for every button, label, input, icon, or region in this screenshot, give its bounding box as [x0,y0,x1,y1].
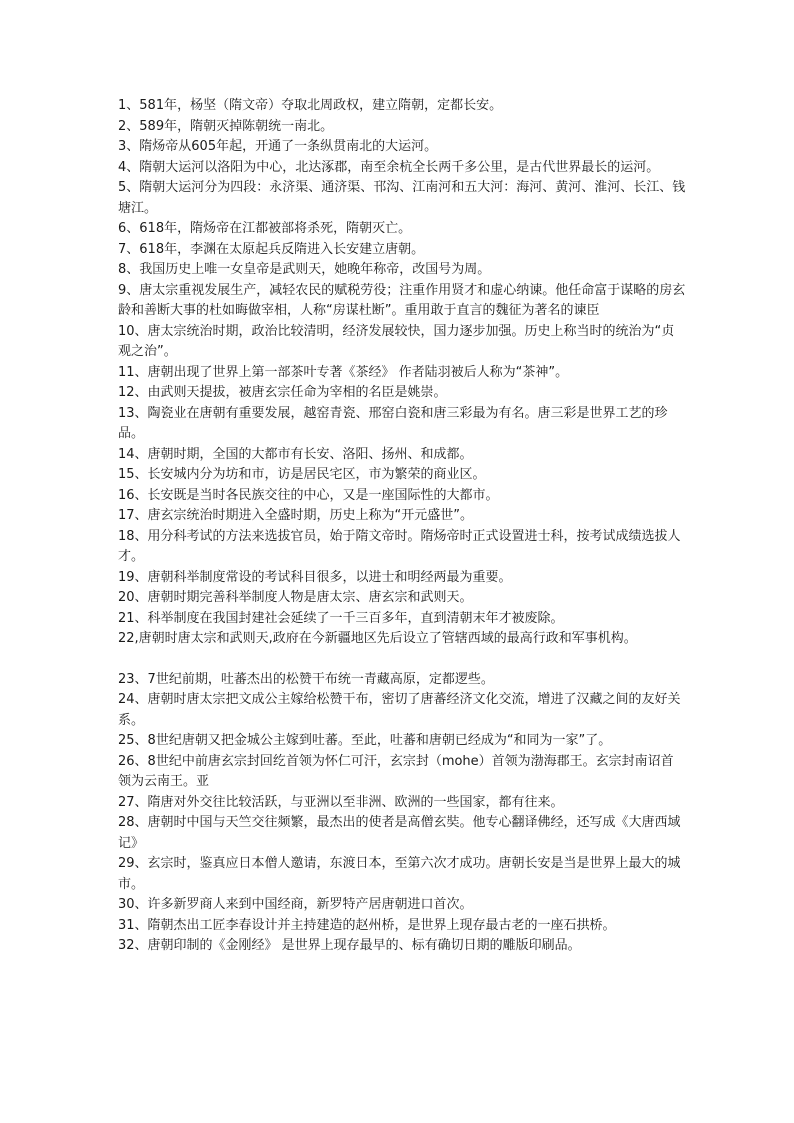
history-point: 7、618年，李渊在太原起兵反隋进入长安建立唐朝。 [118,241,425,257]
history-point: 1、581年，杨坚（隋文帝）夺取北周政权，建立隋朝，定都长安。 [118,98,503,113]
history-point: 28、唐朝时中国与天竺交往频繁，最杰出的使者是高僧玄奘。他专心翻译佛经，还写成《大唐西域记》 [118,815,681,851]
history-point: 10、唐太宗统治时期，政治比较清明，经济发展较快，国力逐步加强。历史上称当时的统治为“贞观之治”。 [118,323,675,359]
history-point: 6、618年，隋炀帝在江都被部将杀死，隋朝灭亡。 [118,221,412,236]
history-point: 27、隋唐对外交往比较活跃，与亚洲以至非洲、欧洲的一些国家，都有往来。 [118,794,564,810]
history-points-part1 [118,96,686,650]
history-point: 31、隋朝杰出工匠李春设计并主持建造的赵州桥，是世界上现存最古老的一座石拱桥。 [118,917,616,933]
history-points-part2 [118,670,686,957]
history-point: 11、唐朝出现了世界上第一部茶叶专著《茶经》 作者陆羽被后人称为“茶神”。 [118,364,569,380]
history-point: 29、玄宗时，鉴真应日本僧人邀请，东渡日本，至第六次才成功。唐朝长安是当是世界上最大的城市。 [118,856,681,892]
history-point: 26、8世纪中前唐玄宗封回纥首领为怀仁可汗，玄宗封（mohe）首领为渤海郡王。玄宗封南诏首领为云南王。亚 [118,753,674,789]
history-point: 5、隋朝大运河分为四段：永济渠、通济渠、邗沟、江南河和五大河：海河、黄河、淮河、长江、钱塘江。 [118,180,686,216]
history-point: 16、长安既是当时各民族交往的中心，又是一座国际性的大都市。 [118,487,499,503]
document-body [118,96,686,957]
history-point: 3、隋炀帝从605年起，开通了一条纵贯南北的大运河。 [118,139,438,154]
history-point: 12、由武则天提拔，被唐玄宗任命为宰相的名臣是姚崇。 [118,385,447,400]
history-point: 19、唐朝科举制度常设的考试科目很多，以进士和明经两最为重要。 [118,569,512,585]
history-point: 32、唐朝印制的《金刚经》 是世界上现存最早的、标有确切日期的雕版印刷品。 [118,938,581,953]
history-point: 30、许多新罗商人来到中国经商，新罗特产居唐朝进口首次。 [118,897,473,912]
history-point: 13、陶瓷业在唐朝有重要发展，越窑青瓷、邢窑白瓷和唐三彩最为有名。唐三彩是世界工艺的珍品。 [118,405,668,441]
history-point: 9、唐太宗重视发展生产，减轻农民的赋税劳役；注重作用贤才和虚心纳谏。他任命富于谋略的房玄龄和善断大事的杜如晦做宰相，人称“房谋杜断”。重用敢于直言的魏征为著名的谏臣 [118,282,686,318]
history-point: 18、用分科考试的方法来选拔官员，始于隋文帝时。隋炀帝时正式设置进士科，按考试成绩选拔人才。 [118,528,681,564]
history-point: 15、长安城内分为坊和市，访是居民宅区，市为繁荣的商业区。 [118,467,486,482]
history-point: 2、589年，隋朝灭掉陈朝统一南北。 [118,118,334,134]
history-point: 14、唐朝时期，全国的大都市有长安、洛阳、扬州、和成都。 [118,446,473,462]
history-point: 21、科举制度在我国封建社会延续了一千三百多年，直到清朝末年才被废除。 [118,610,564,626]
history-point: 22,唐朝时唐太宗和武则天,政府在今新疆地区先后设立了管辖西域的最高行政和军事机构。 [118,631,637,646]
paragraph-gap [118,650,686,670]
history-point: 8、我国历史上唯一女皇帝是武则天，她晚年称帝，改国号为周。 [118,262,491,277]
history-point: 24、唐朝时唐太宗把文成公主嫁给松赞干布，密切了唐蕃经济文化交流，增进了汉藏之间的友好关系。 [118,692,681,728]
history-point: 4、隋朝大运河以洛阳为中心，北达涿郡，南至余杭全长两千多公里，是古代世界最长的运河。 [118,159,660,175]
history-point: 20、唐朝时期完善科举制度人物是唐太宗、唐玄宗和武则天。 [118,590,473,605]
history-point: 17、唐玄宗统治时期进入全盛时期，历史上称为“开元盛世”。 [118,508,474,523]
history-point: 25、8世纪唐朝又把金城公主嫁到吐蕃。至此，吐蕃和唐朝已经成为“和同为一家”了。 [118,733,612,748]
history-point: 23、7世纪前期，吐蕃杰出的松赞干布统一青藏高原，定都逻些。 [118,671,494,687]
